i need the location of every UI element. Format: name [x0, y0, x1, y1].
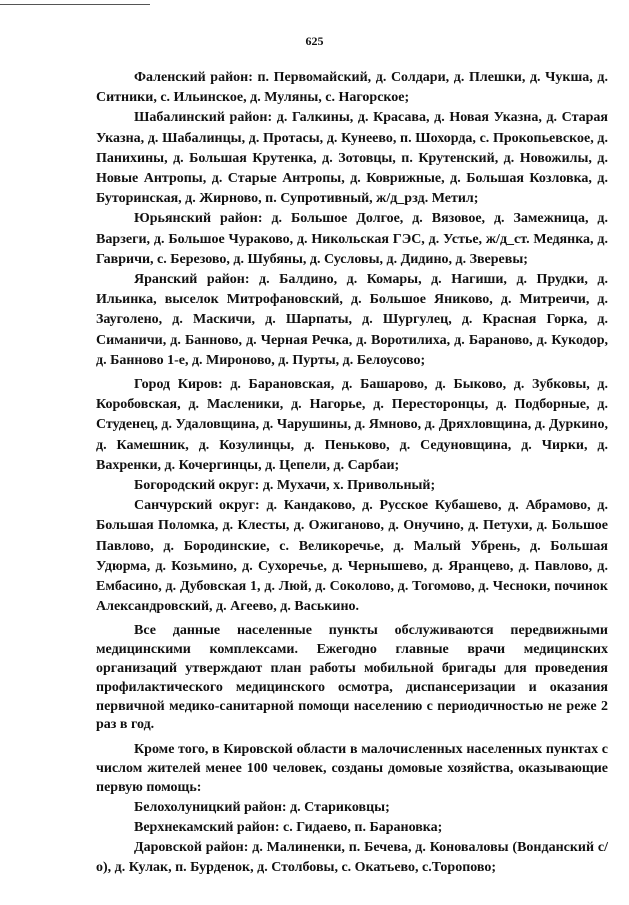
paragraph-household-first-aid: Кроме того, в Кировской области в малочисленных населенных пунктах с числом жителей менее 100 человек, созданы домовые хозяйства, оказывающие первую помощь: [96, 742, 608, 795]
paragraph-falensky-district: Фаленский район: п. Первомайский, д. Солдари, д. Плешки, д. Чукша, д. Ситники, с. Ильинское, д. Муляны, с. Нагорское; [96, 70, 608, 106]
paragraph-yaransky-district: Яранский район: д. Балдино, д. Комары, д. Нагиши, д. Прудки, д. Ильинка, выселок Митрофановский, д. Большое Яниково, д. Митреичи, д. Зауголено, д. Маскичи, д. Шарпаты, д. Шургулец, д. Красная Горка, д. Симаничи, д. Банново, д. Черная Речка, д. Воротилиха, д. Бараново, д. Кукодор, д. Банново 1-е, д. Мироново, д. Пурты, д. Белоусово; [96, 272, 608, 368]
paragraph-shabalinsky-district: Шабалинский район: д. Галкины, д. Красава, д. Новая Указна, д. Старая Указна, д. Шабалинцы, д. Протасы, д. Кунеево, п. Шохорда, с. Прокопьевское, д. Панихины, д. Большая Крутенка, д. Зотовцы, п. Крутенский, д. Новожилы, д. Новые Антропы, д. Старые Антропы, д. Коврижные, д. Большая Козловка, д. Буторинская, д. Жирново, п. Супротивный, ж/д_рзд. Метил; [96, 110, 608, 207]
paragraph-bogorodsky-okrug: Богородский округ: д. Мухачи, х. Привольный; [134, 478, 436, 494]
page-number: 625 [305, 34, 324, 48]
paragraph-yuryansky-district: Юрьянский район: д. Большое Долгое, д. Вязовое, д. Замежница, д. Варзеги, д. Большое Чураково, д. Никольская ГЭС, д. Устье, ж/д_ст. Медянка, д. Гавричи, с. Березово, д. Шубяны, д. Сусловы, д. Дидино, д. Зверевы; [96, 211, 608, 267]
paragraph-mobile-complexes: Все данные населенные пункты обслуживаются передвижными медицинскими комплексами. Ежегодно главные врачи медицинских организаций утверждают план работы мобильной бригады для проведения профилактического медицинского осмотра, диспансеризации и оказания первичной медико-санитарной помощи населению с периодичностью не реже 2 раз в год. [96, 623, 608, 733]
paragraph-verkhnekamsky-district: Верхнекамский район: с. Гидаево, п. Барановка; [134, 819, 443, 835]
paragraph-sanchursky-okrug: Санчурский округ: д. Кандаково, д. Русское Кубашево, д. Абрамово, д. Большая Поломка, д. Клесты, д. Ожиганово, д. Онучино, д. Петухи, д. Большое Павлово, д. Бородинские, с. Великоречье, д. Малый Убрень, д. Большая Удюрма, д. Козьмино, д. Сухоречье, д. Чернышево, д. Яранцево, д. Павлово, д. Ембасино, д. Дубовская 1, д. Люй, д. Соколово, д. Тогомово, д. Чесноки, починок Александровский, д. Агеево, д. Васькино. [96, 498, 608, 615]
top-rule [0, 4, 150, 5]
paragraph-kirov-city: Город Киров: д. Барановская, д. Башарово, д. Быково, д. Зубковы, д. Коробовская, д. Масленики, д. Нагорье, д. Пересторонцы, д. Подборные, д. Студенец, д. Удаловщина, д. Чарушины, д. Ямново, д. Дряхловщина, д. Дуркино, д. Камешник, д. Козулинцы, д. Пеньково, д. Седуновщина, д. Чирки, д. Вахренки, д. Кочергинцы, д. Цепели, д. Сарбаи; [96, 377, 608, 473]
paragraph-darovskoy-district: Даровской район: д. Малиненки, п. Бечева, д. Коноваловы (Вонданский с/о), д. Кулак, п. Бурденок, д. Столбовы, с. Окатьево, с.Торопово; [96, 840, 608, 876]
page-body [96, 68, 608, 878]
paragraph-belokholunitsky-district: Белохолуницкий район: д. Стариковцы; [134, 799, 390, 815]
